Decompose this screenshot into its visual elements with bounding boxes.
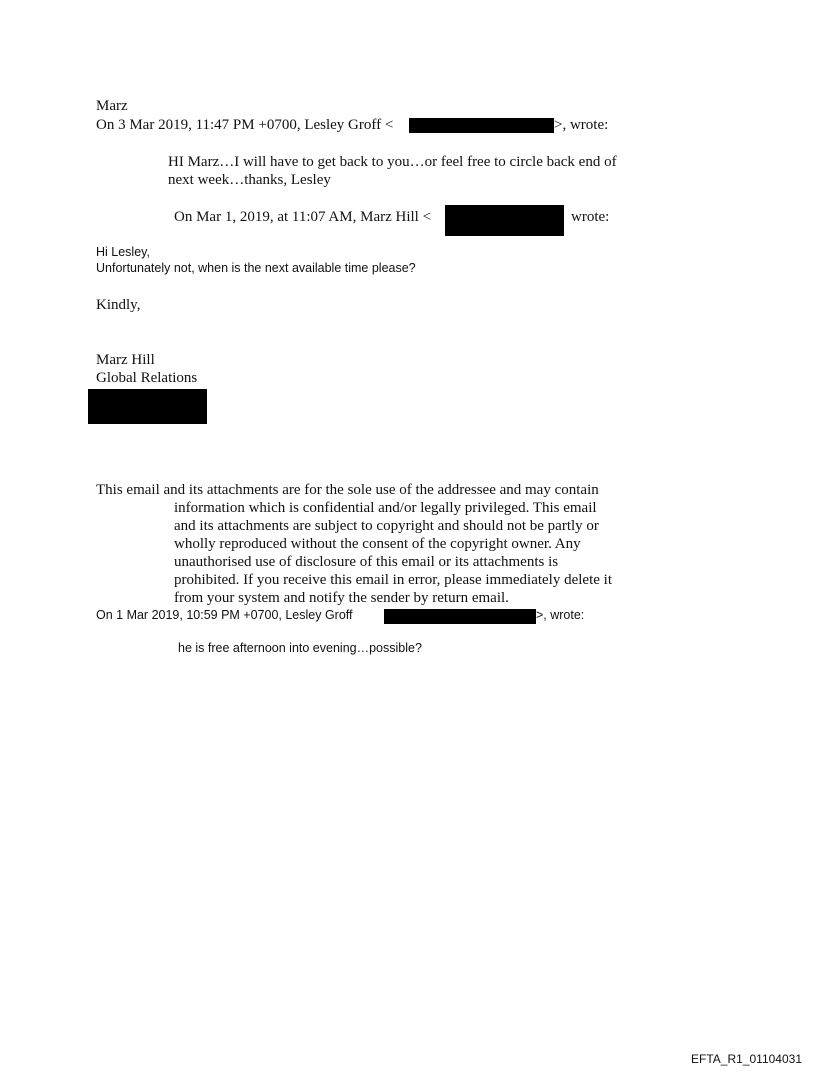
salutation: Marz xyxy=(96,98,128,114)
redaction-email-3 xyxy=(384,609,536,624)
marz-greeting: Hi Lesley, xyxy=(96,245,150,259)
earlier-header-suffix: >, wrote: xyxy=(536,608,585,622)
lesley-message-line-2: next week…thanks, Lesley xyxy=(168,172,331,188)
lesley-message-line-1: HI Marz…I will have to get back to you…or feel free to circle back end of xyxy=(168,154,617,170)
disclaimer-line-5: unauthorised use of disclosure of this email or its attachments is xyxy=(174,554,559,570)
signature-title: Global Relations xyxy=(96,370,198,386)
reply-header-1 xyxy=(96,116,393,134)
document-id: EFTA_R1_01104031 xyxy=(691,1052,802,1066)
redaction-email-1 xyxy=(409,118,554,133)
disclaimer-line-1: This email and its attachments are for the sole use of the addressee and may contain xyxy=(96,482,599,498)
disclaimer-line-2: information which is confidential and/or legally privileged. This email xyxy=(174,500,597,516)
earlier-header-prefix: On 1 Mar 2019, 10:59 PM +0700, Lesley Groff xyxy=(96,608,353,622)
disclaimer-line-6: prohibited. If you receive this email in error, please immediately delete it xyxy=(174,572,612,588)
disclaimer-line-3: and its attachments are subject to copyright and should not be partly or xyxy=(174,518,599,534)
marz-header-prefix: On Mar 1, 2019, at 11:07 AM, Marz Hill < xyxy=(174,209,432,225)
reply-header-1-prefix: On 3 Mar 2019, 11:47 PM +0700, Lesley Groff < xyxy=(96,117,394,133)
reply-header-1-suffix: >, wrote: xyxy=(554,117,609,133)
disclaimer-line-4: wholly reproduced without the consent of the copyright owner. Any xyxy=(174,536,581,552)
redaction-email-2 xyxy=(445,205,564,236)
marz-signoff: Kindly, xyxy=(96,297,141,313)
marz-header-suffix: wrote: xyxy=(571,209,610,225)
redaction-signature xyxy=(88,389,207,424)
disclaimer-line-7: from your system and notify the sender by return email. xyxy=(174,590,509,606)
marz-body: Unfortunately not, when is the next available time please? xyxy=(96,261,416,275)
signature-name: Marz Hill xyxy=(96,352,155,368)
earlier-body: he is free afternoon into evening…possible? xyxy=(178,641,422,655)
